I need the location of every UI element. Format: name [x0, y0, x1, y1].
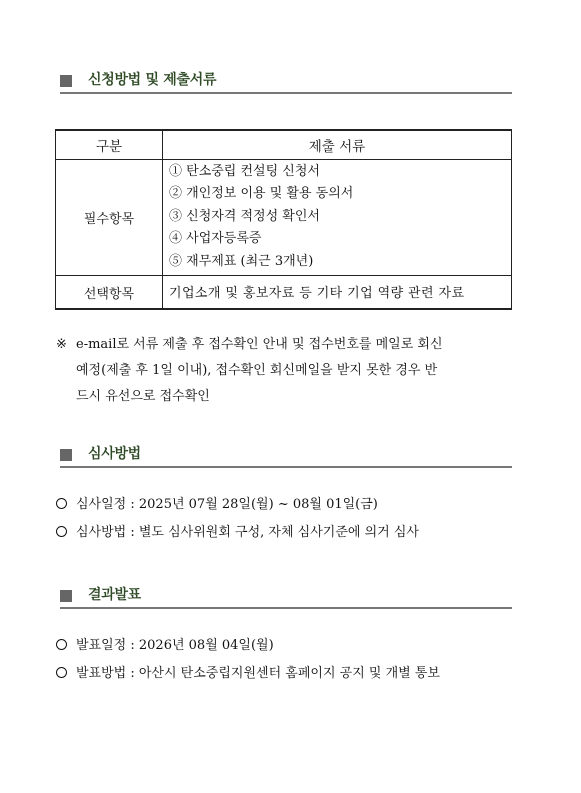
documents-table	[55, 129, 512, 310]
circle-bullet-icon	[56, 526, 67, 537]
result-schedule-text: 발표일정 : 2026년 08월 04일(월)	[76, 638, 274, 653]
table-header-row	[56, 130, 512, 160]
category-required: 필수항목	[56, 160, 163, 276]
note-line: e-mail로 서류 제출 후 접수확인 안내 및 접수번호를 메일로 회신	[76, 337, 443, 352]
list-item: ⑤ 재무제표 (최근 3개년)	[169, 253, 314, 269]
circle-bullet-icon	[56, 667, 67, 678]
required-items-cell	[163, 160, 512, 276]
list-item: ② 개인정보 이용 및 활용 동의서	[169, 186, 354, 202]
review-schedule-text: 심사일정 : 2025년 07월 28일(월) ~ 08월 01일(금)	[76, 497, 378, 512]
section-header-apply	[60, 70, 512, 94]
review-method-text: 심사방법 : 별도 심사위원회 구성, 자체 심사기준에 의거 심사	[76, 525, 419, 540]
section-divider	[60, 92, 512, 94]
section-divider	[60, 466, 512, 468]
section-divider	[60, 607, 512, 609]
result-method	[56, 664, 440, 684]
table-row-optional	[56, 276, 512, 310]
list-item: ③ 신청자격 적정성 확인서	[169, 208, 320, 224]
review-schedule	[56, 495, 378, 515]
section-header-review	[60, 444, 512, 468]
section-title: 신청방법 및 제출서류	[88, 72, 217, 88]
review-method	[56, 523, 419, 543]
square-bullet-icon	[60, 590, 72, 602]
list-item: ① 탄소중립 컨설팅 신청서	[169, 164, 320, 179]
circle-bullet-icon	[56, 498, 67, 509]
square-bullet-icon	[60, 449, 72, 461]
result-schedule	[56, 636, 274, 656]
optional-items-cell: 기업소개 및 홍보자료 등 기타 기업 역량 관련 자료	[163, 276, 512, 310]
note-line: 드시 유선으로 접수확인	[76, 389, 210, 404]
reference-mark: ※	[56, 337, 67, 352]
square-bullet-icon	[60, 75, 72, 87]
list-item: ④ 사업자등록증	[169, 231, 262, 247]
category-optional: 선택항목	[56, 276, 163, 310]
section-title: 심사방법	[88, 446, 141, 462]
note-line: 예정(제출 후 1일 이내), 접수확인 회신메일을 받지 못한 경우 반	[76, 363, 438, 378]
circle-bullet-icon	[56, 639, 67, 650]
result-method-text: 발표방법 : 아산시 탄소중립지원센터 홈페이지 공지 및 개별 통보	[76, 666, 440, 681]
section-header-result	[60, 585, 512, 609]
section-title: 결과발표	[88, 587, 141, 603]
header-category: 구분	[56, 130, 163, 160]
table-row-required	[56, 160, 512, 276]
header-documents: 제출 서류	[163, 130, 512, 160]
